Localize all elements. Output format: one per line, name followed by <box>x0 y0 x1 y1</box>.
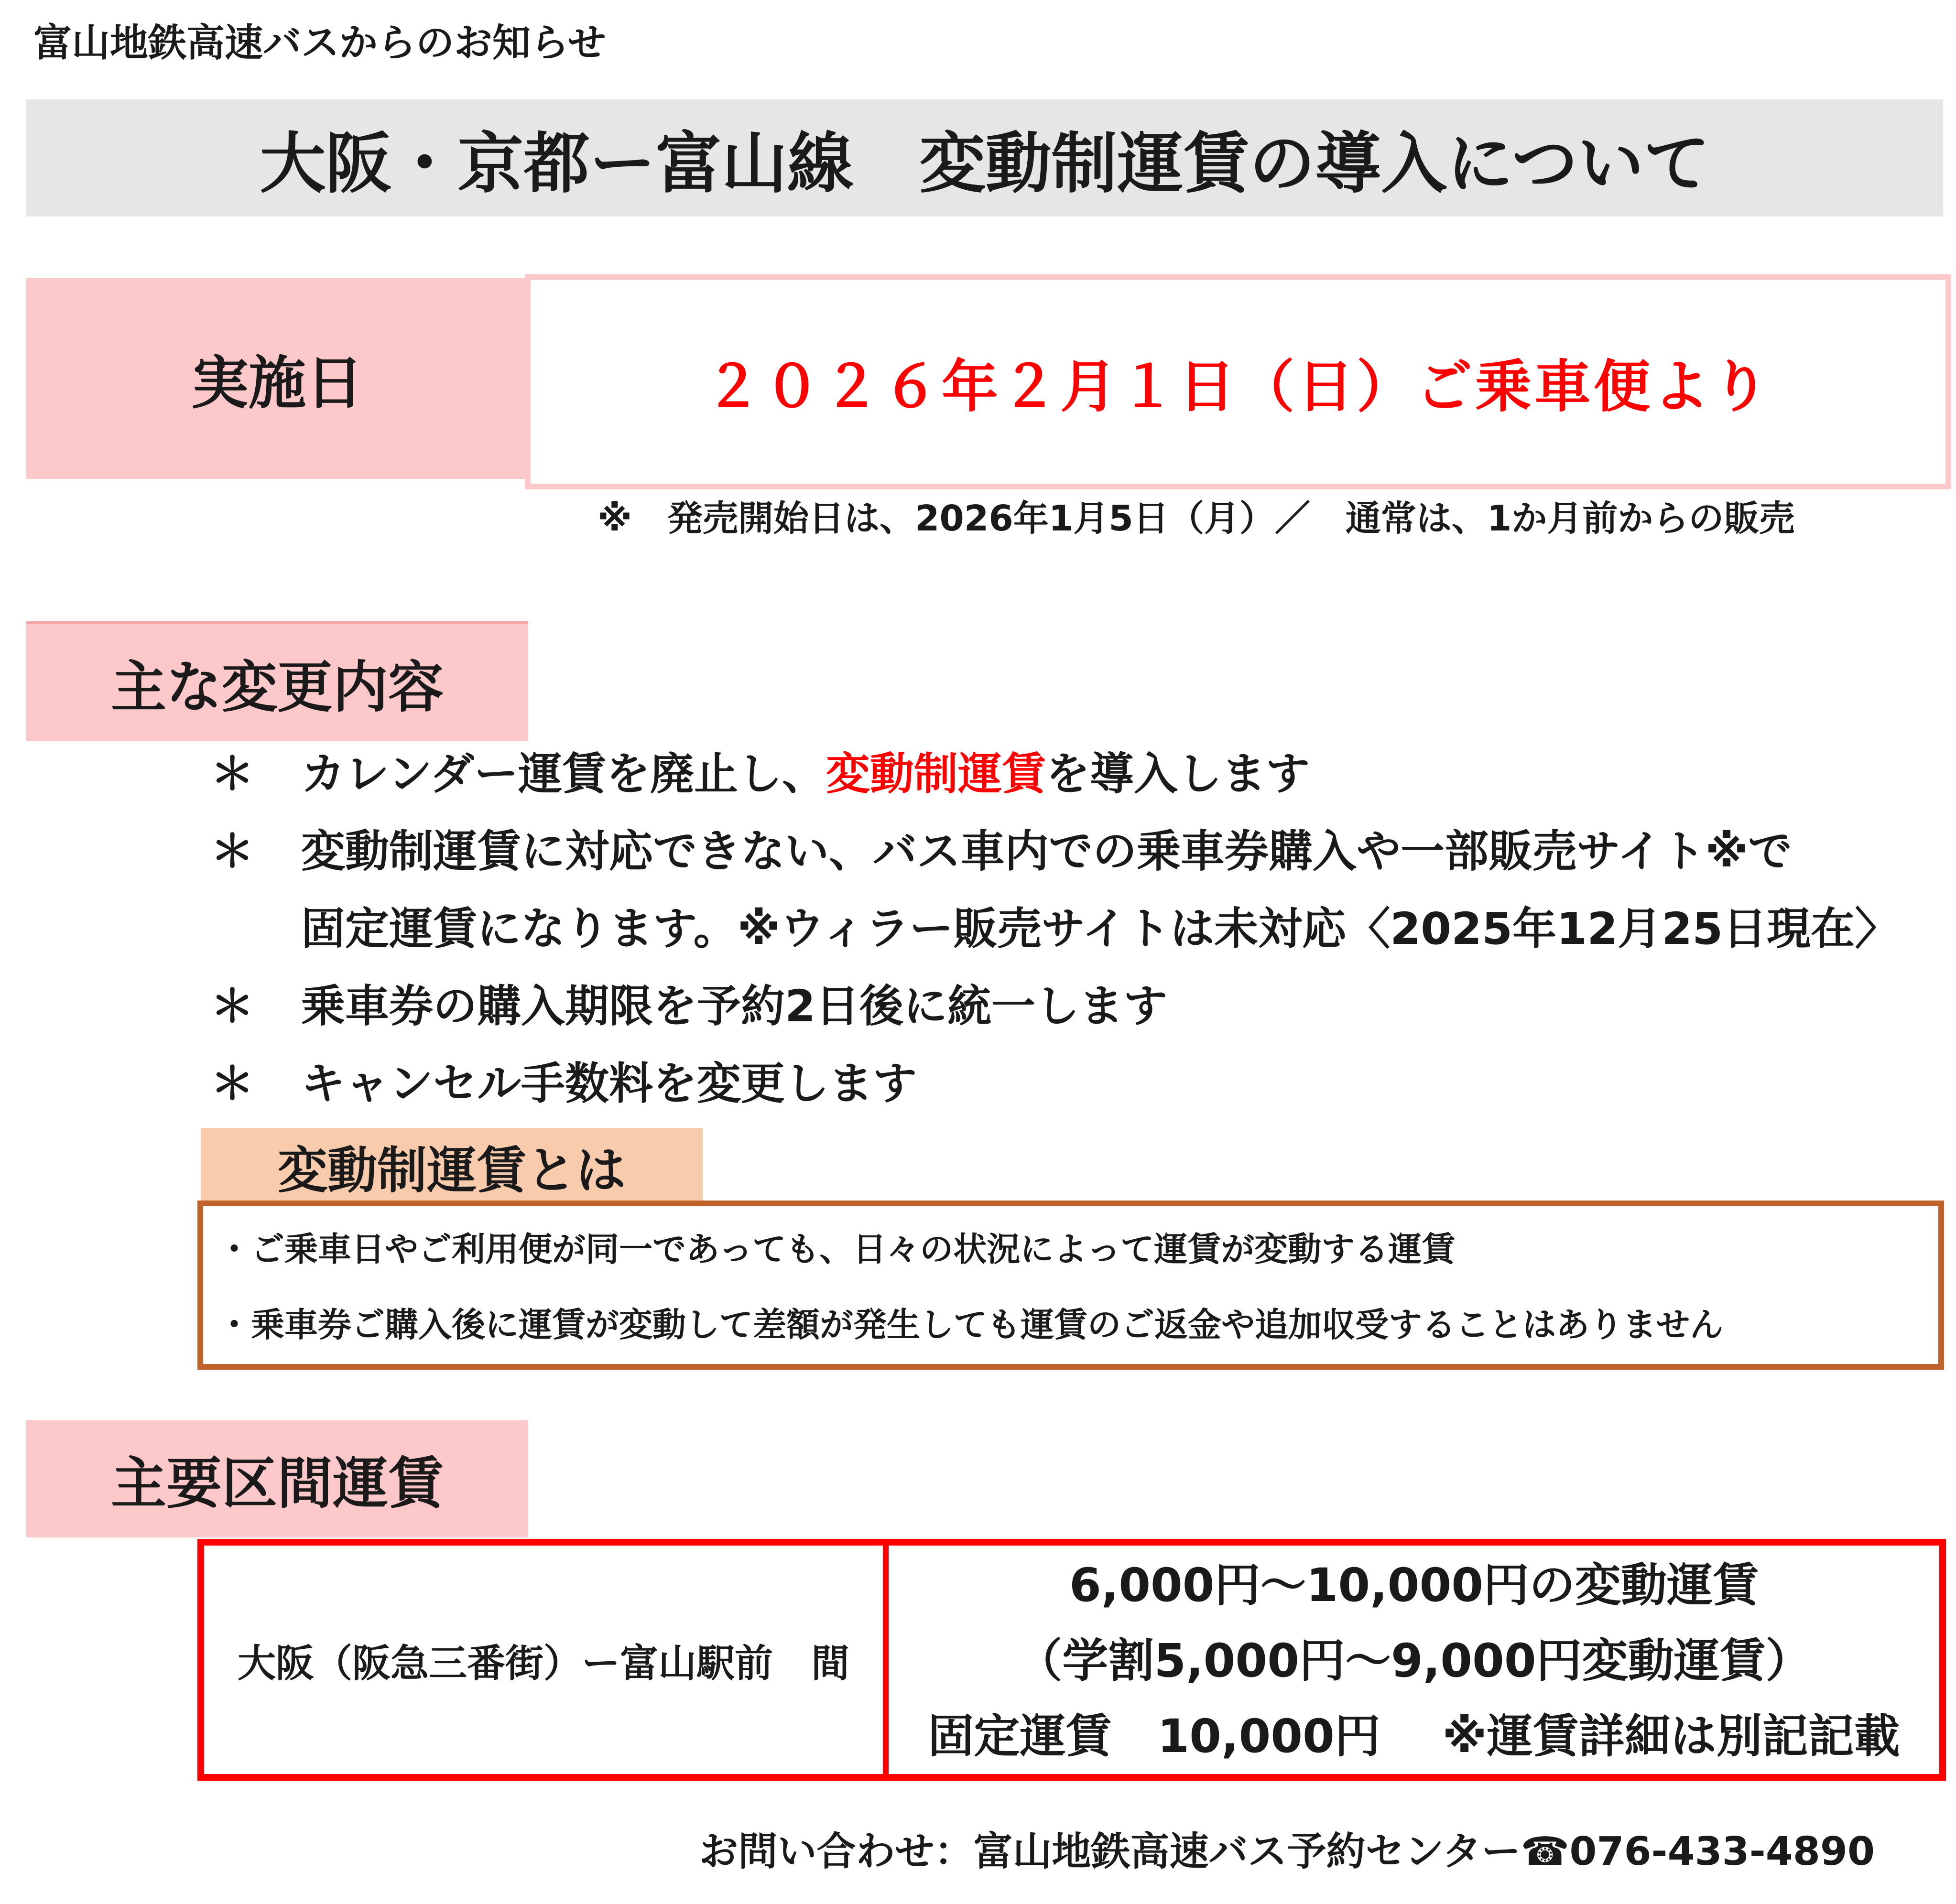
fares-heading: 主要区間運賃 <box>26 1420 528 1537</box>
highlight-dynamic-fare: 変動制運賃 <box>826 748 1046 800</box>
price-line-fixed: 固定運賃 10,000円 ※運賃詳細は別記記載 <box>928 1709 1900 1763</box>
dynamic-fare-box <box>197 1201 1944 1370</box>
dynamic-fare-line: ・乗車券ご購入後に運賃が変動して差額が発生しても運賃のご返金や追加収受することはありません <box>217 1305 1723 1344</box>
price-cell <box>889 1546 1939 1774</box>
list-item-text: 乗車券の購入期限を予約2日後に統一します <box>301 981 1168 1032</box>
dynamic-fare-heading: 変動制運賃とは <box>201 1128 703 1204</box>
list-item-text-end: を導入します <box>1046 748 1310 800</box>
fare-table-divider <box>883 1546 889 1774</box>
price-line-dynamic: 6,000円～10,000円の変動運賃 <box>1069 1558 1759 1612</box>
dynamic-fare-line: ・ご乗車日やご利用便が同一であっても、日々の状況によって運賃が変動する運賃 <box>217 1230 1456 1269</box>
changes-heading: 主な変更内容 <box>26 621 528 741</box>
route-cell: 大阪（阪急三番街）ー富山駅前 間 <box>238 1641 849 1686</box>
bullet-star: ＊ <box>210 748 255 800</box>
price-line-student: （学割5,000円～9,000円変動運賃） <box>1016 1634 1812 1688</box>
bullet-star: ＊ <box>210 1058 255 1109</box>
bullet-star: ＊ <box>210 826 255 877</box>
fare-table <box>197 1539 1946 1781</box>
implementation-date-value: ２０２６年２月１日（日）ご乗車便より <box>525 274 1951 489</box>
notice-header: 富山地鉄高速バスからのお知らせ <box>33 21 606 65</box>
page-title: 大阪・京都ー富山線 変動制運賃の導入について <box>26 99 1943 216</box>
list-item-text: 固定運賃になります。※ウィラー販売サイトは未対応〈2025年12月25日現在〉 <box>301 903 1899 954</box>
list-item-text <box>301 746 1310 803</box>
list-item-text: キャンセル手数料を変更します <box>301 1058 917 1109</box>
contact-info: お問い合わせ：富山地鉄高速バス予約センター☎076-433-4890 <box>699 1829 1875 1874</box>
implementation-date-label: 実施日 <box>26 278 528 479</box>
sale-start-note: ※ 発売開始日は、2026年1月5日（月）／ 通常は、1か月前からの販売 <box>598 498 1795 539</box>
list-item-text: 変動制運賃に対応できない、バス車内での乗車券購入や一部販売サイト※で <box>301 826 1792 877</box>
bullet-star: ＊ <box>210 981 255 1032</box>
list-item-text-start: カレンダー運賃を廃止し、 <box>301 748 826 800</box>
